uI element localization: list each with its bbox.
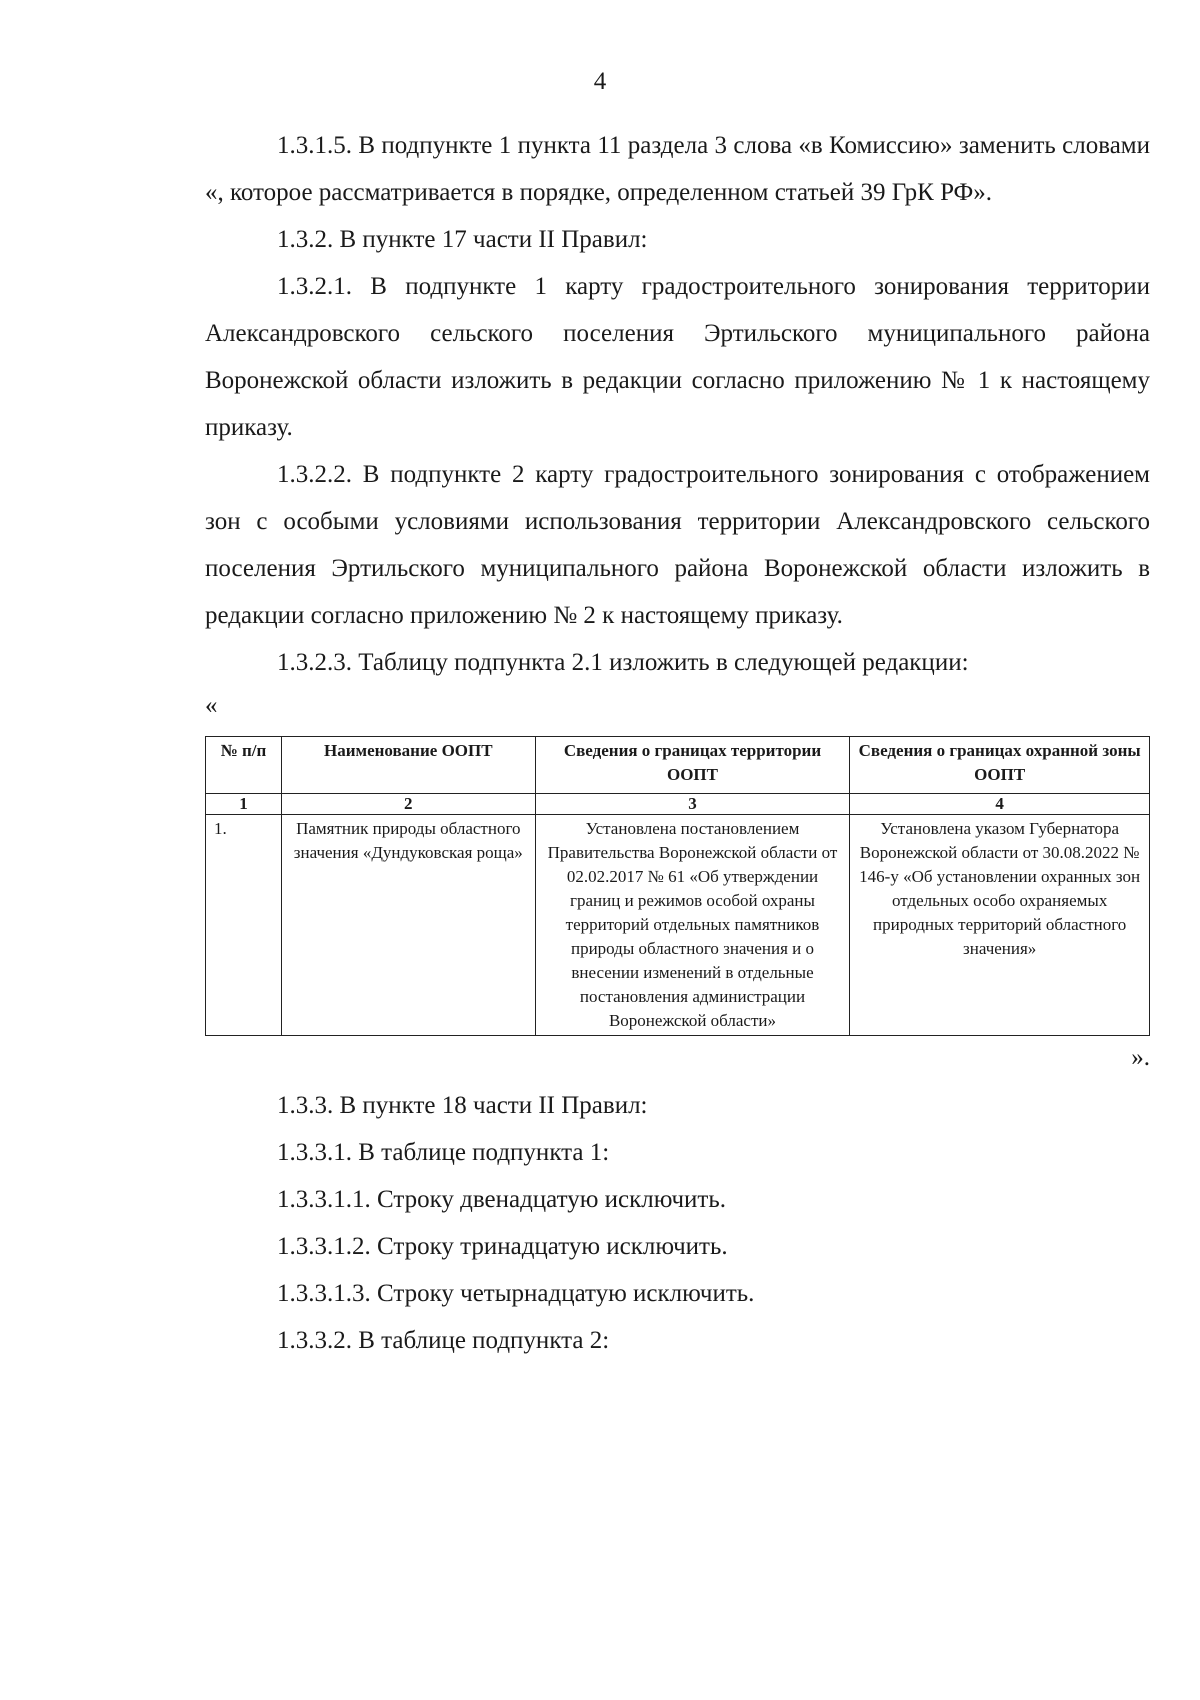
paragraph-1-3-3-1-1: 1.3.3.1.1. Строку двенадцатую исключить. xyxy=(277,1186,726,1213)
quote-open-mark: « xyxy=(205,692,218,719)
header-number: № п/п xyxy=(206,737,282,794)
row-name-cell: Памятник природы областного значения «Дундуковская роща» xyxy=(281,815,535,1036)
table-row xyxy=(206,815,1150,1036)
numbering-cell: 2 xyxy=(281,794,535,815)
document-body xyxy=(205,122,1150,1364)
paragraph-1-3-3-2: 1.3.3.2. В таблице подпункта 2: xyxy=(277,1327,610,1354)
paragraph-1-3-2-1: 1.3.2.1. В подпункте 1 карту градостроительного зонирования территории Александровского сельского поселения Эртильского муниципального района Воронежской области изложить в редакции согласно приложению № 1 к настоящему приказу. xyxy=(205,273,1150,441)
numbering-cell: 4 xyxy=(850,794,1150,815)
page-number: 4 xyxy=(593,68,607,95)
row-territory-cell: Установлена постановлением Правительства Воронежской области от 02.02.2017 № 61 «Об утверждении границ и режимов особой охраны территорий отдельных памятников природы областного значения и о внесении изменений в отдельные постановления администрации Воронежской области» xyxy=(535,815,850,1036)
paragraph-1-3-1-5: 1.3.1.5. В подпункте 1 пункта 11 раздела 3 слова «в Комиссию» заменить словами «, которое рассматривается в порядке, определенном статьей 39 ГрК РФ». xyxy=(205,132,1150,206)
paragraph-1-3-2-2: 1.3.2.2. В подпункте 2 карту градостроительного зонирования с отображением зон с особыми условиями использования территории Александровского сельского поселения Эртильского муниципального района Воронежской области изложить в редакции согласно приложению № 2 к настоящему приказу. xyxy=(205,461,1150,629)
section-after-table xyxy=(205,1082,1150,1364)
paragraph-1-3-2: 1.3.2. В пункте 17 части II Правил: xyxy=(277,226,648,253)
paragraph-1-3-3: 1.3.3. В пункте 18 части II Правил: xyxy=(277,1092,648,1119)
header-zone: Сведения о границах охранной зоны ООПТ xyxy=(850,737,1150,794)
row-number-cell: 1. xyxy=(206,815,282,1036)
quote-close-mark: ». xyxy=(1131,1044,1150,1071)
paragraph-1-3-2-3: 1.3.2.3. Таблицу подпункта 2.1 изложить в следующей редакции: xyxy=(277,649,969,676)
numbering-cell: 3 xyxy=(535,794,850,815)
table-numbering-row xyxy=(206,794,1150,815)
paragraph-1-3-3-1: 1.3.3.1. В таблице подпункта 1: xyxy=(277,1139,610,1166)
row-zone-cell: Установлена указом Губернатора Воронежской области от 30.08.2022 № 146-у «Об установлении охранных зон отдельных особо охраняемых природных территорий областного значения» xyxy=(850,815,1150,1036)
table-header-row xyxy=(206,737,1150,794)
paragraph-1-3-3-1-3: 1.3.3.1.3. Строку четырнадцатую исключить. xyxy=(277,1280,755,1307)
header-name: Наименование ООПТ xyxy=(281,737,535,794)
paragraph-1-3-3-1-2: 1.3.3.1.2. Строку тринадцатую исключить. xyxy=(277,1233,728,1260)
oopt-table xyxy=(205,736,1150,1036)
numbering-cell: 1 xyxy=(206,794,282,815)
header-territory: Сведения о границах территории ООПТ xyxy=(535,737,850,794)
